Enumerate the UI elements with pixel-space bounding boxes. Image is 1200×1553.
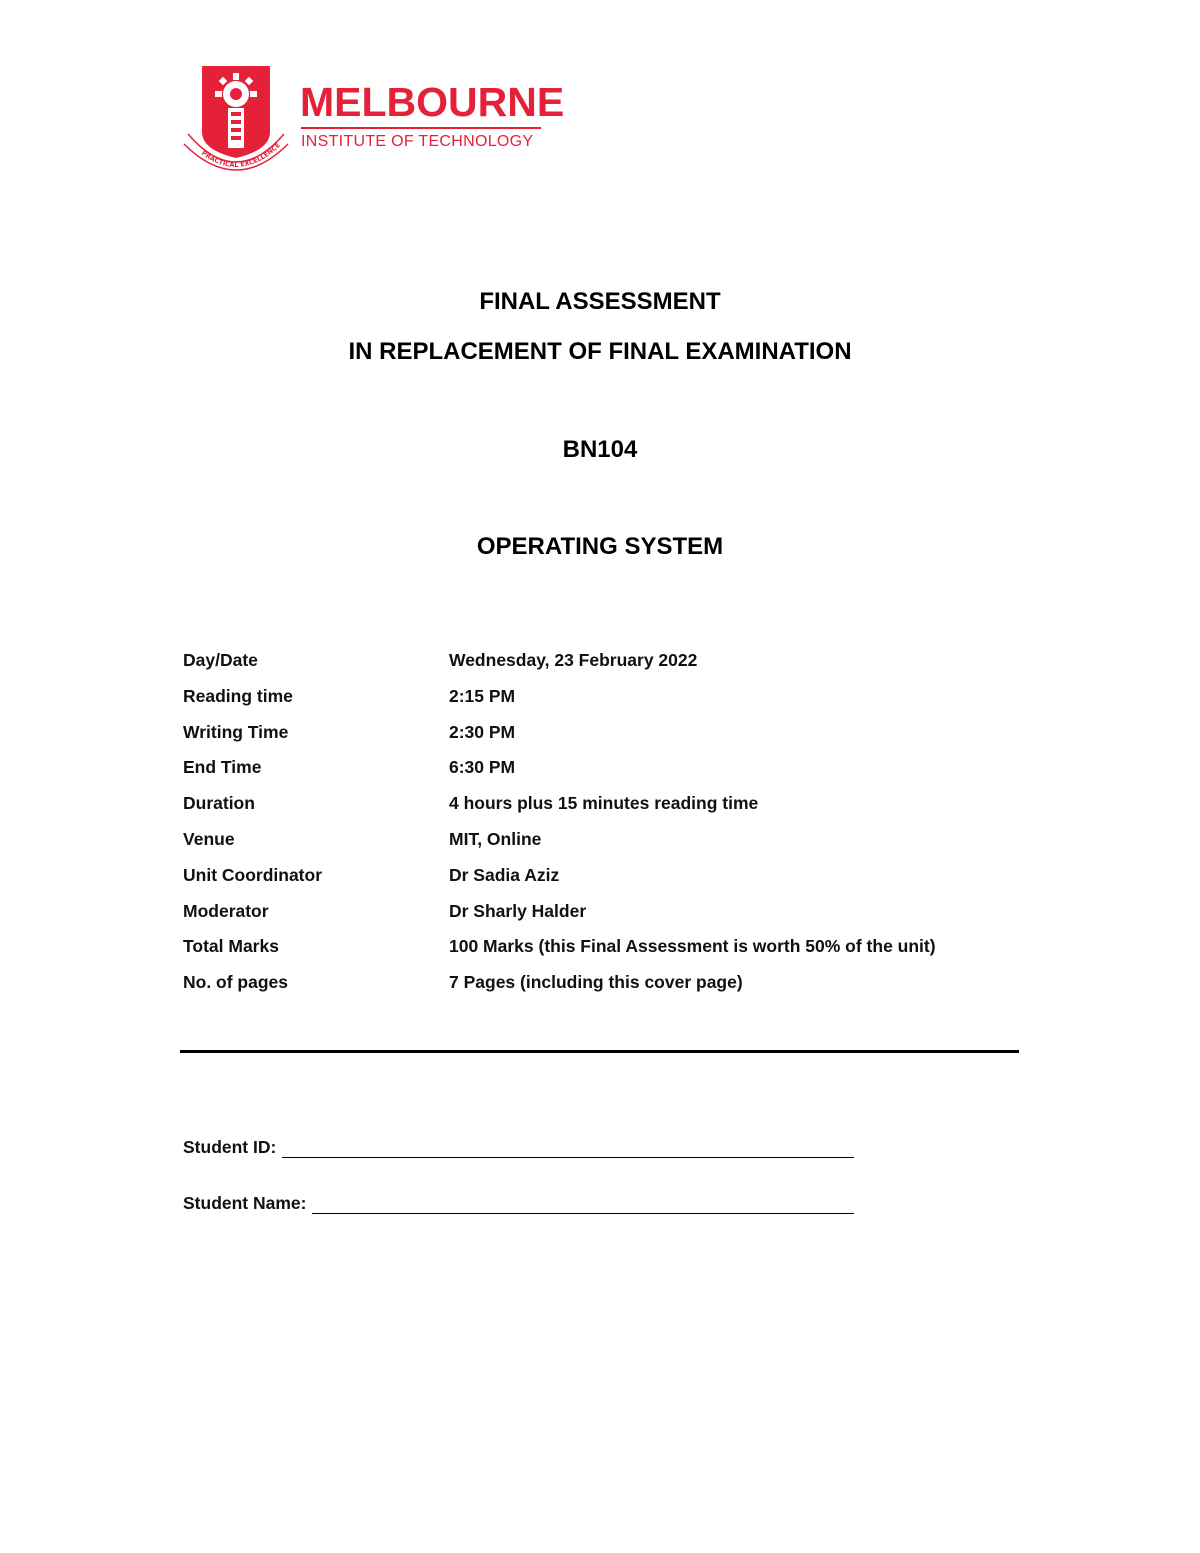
detail-label: Duration: [183, 793, 255, 814]
logo-divider: [301, 127, 541, 129]
exam-details: [183, 650, 1003, 1008]
detail-row: [183, 865, 1003, 901]
detail-label: Day/Date: [183, 650, 258, 670]
unit-code: BN104: [562, 436, 638, 463]
detail-value: 2:30 PM: [449, 721, 516, 742]
detail-value: 100 Marks (this Final Assessment is worth 50% of the unit): [449, 936, 936, 957]
motto-text: PRACTICAL EXCELLENCE: [199, 141, 282, 170]
detail-row: [183, 901, 1003, 937]
detail-row: [183, 972, 1003, 1008]
detail-row: [183, 793, 1003, 829]
detail-row: [183, 936, 1003, 972]
institute-seal-icon: [182, 62, 290, 180]
section-divider: [180, 1050, 1019, 1053]
detail-value: Wednesday, 23 February 2022: [449, 650, 698, 670]
detail-value: 7 Pages (including this cover page): [449, 972, 743, 993]
detail-value: 4 hours plus 15 minutes reading time: [449, 793, 759, 814]
detail-row: [183, 829, 1003, 865]
detail-row: [183, 757, 1003, 793]
detail-row: [183, 650, 1003, 686]
detail-value: 6:30 PM: [449, 757, 516, 778]
detail-row: [183, 722, 1003, 758]
student-name-label: Student Name:: [183, 1193, 307, 1213]
detail-value: Dr Sadia Aziz: [449, 864, 560, 885]
student-name-input-line[interactable]: [312, 1199, 854, 1214]
assessment-subtitle: IN REPLACEMENT OF FINAL EXAMINATION: [348, 338, 852, 365]
assessment-title: FINAL ASSESSMENT: [479, 288, 721, 315]
detail-value: MIT, Online: [449, 828, 542, 849]
detail-value: Dr Sharly Halder: [449, 900, 587, 921]
detail-label: No. of pages: [183, 972, 289, 993]
student-id-field: [183, 1137, 854, 1158]
detail-row: [183, 686, 1003, 722]
detail-label: Writing Time: [183, 721, 289, 742]
institute-name: MELBOURNE: [300, 79, 565, 125]
detail-value: 2:15 PM: [449, 685, 516, 706]
detail-label: End Time: [183, 757, 262, 778]
detail-label: Venue: [183, 828, 235, 849]
detail-label: Reading time: [183, 685, 293, 706]
unit-name: OPERATING SYSTEM: [476, 533, 724, 560]
institute-subtitle: INSTITUTE OF TECHNOLOGY: [301, 133, 534, 150]
student-id-input-line[interactable]: [282, 1143, 854, 1158]
detail-label: Moderator: [183, 900, 269, 921]
institute-logo: [182, 62, 565, 182]
student-id-label: Student ID:: [183, 1137, 277, 1157]
student-name-field: [183, 1193, 854, 1214]
detail-label: Unit Coordinator: [183, 864, 323, 885]
detail-label: Total Marks: [183, 936, 279, 957]
